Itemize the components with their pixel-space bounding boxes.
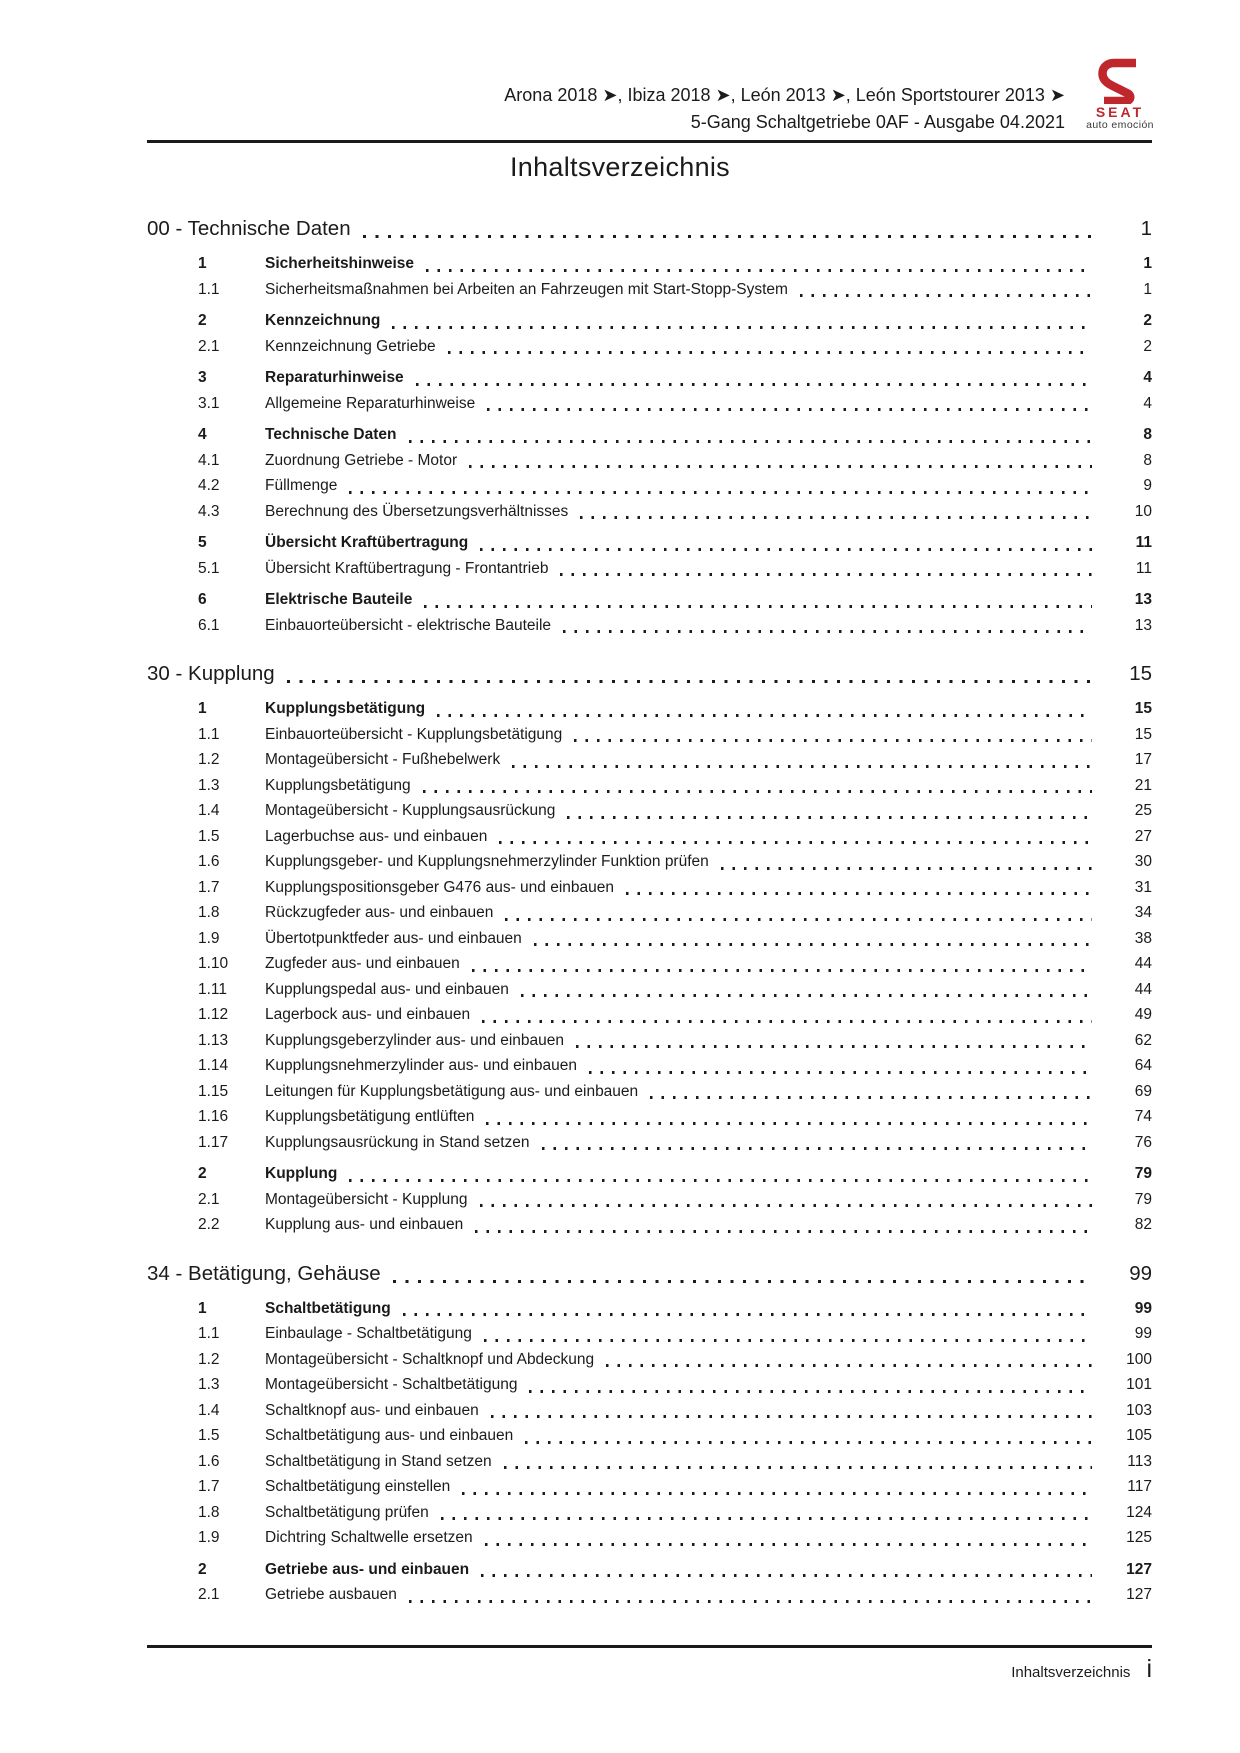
toc-entry-title: Getriebe ausbauen — [265, 1586, 397, 1603]
dot-leader — [650, 1096, 1092, 1099]
toc-entry-title: Reparaturhinweise — [265, 369, 404, 386]
dot-leader — [403, 1313, 1092, 1316]
toc-entry-page-number: 8 — [1143, 451, 1152, 469]
toc-entry-title: Montageübersicht - Schaltknopf und Abdeckung — [265, 1350, 595, 1368]
toc-chapter-heading[interactable] — [147, 213, 1152, 244]
toc-entry-page-number: 38 — [1134, 929, 1152, 947]
dot-leader — [485, 1543, 1092, 1546]
toc-entry-page-number: 15 — [1134, 725, 1152, 743]
dot-leader — [589, 1071, 1092, 1074]
toc-entry[interactable] — [147, 1212, 1152, 1238]
toc-entry-number: 1.5 — [198, 1427, 220, 1444]
toc-entry[interactable] — [147, 1104, 1152, 1130]
toc-entry-page-number: 21 — [1134, 776, 1152, 794]
toc-entry-title: Kupplung aus- und einbauen — [265, 1216, 464, 1233]
dot-leader — [800, 294, 1092, 297]
toc-entry-title: Elektrische Bauteile — [265, 591, 413, 608]
header-subtitle-line: 5-Gang Schaltgetriebe 0AF - Ausgabe 04.2021 — [690, 112, 1065, 132]
toc-entry-number: 1.2 — [198, 751, 220, 768]
toc-entry-page-number: 17 — [1134, 751, 1152, 768]
dot-leader — [499, 841, 1092, 844]
toc-entry-title: Übersicht Kraftübertragung — [265, 534, 469, 551]
toc-entry[interactable] — [147, 824, 1152, 850]
toc-entry[interactable] — [147, 391, 1152, 417]
toc-entry-page-number: 8 — [1143, 426, 1152, 443]
header-models-line: Arona 2018 ➤, Ibiza 2018 ➤, León 2013 ➤, León Sportstourer 2013 ➤ — [504, 85, 1065, 105]
toc-entry-title: Übersicht Kraftübertragung - Frontantrieb — [265, 559, 549, 577]
toc-entry-number: 4.2 — [198, 477, 220, 494]
toc-entry-title: Lagerbock aus- und einbauen — [265, 1006, 471, 1023]
toc-entry-number: 2.2 — [198, 1216, 220, 1233]
toc-entry-title: Kennzeichnung Getriebe — [265, 337, 436, 355]
toc-entry-number: 5 — [198, 534, 207, 551]
toc-entry-title: Montageübersicht - Kupplung — [265, 1190, 468, 1208]
toc-entry-title: Kupplungsnehmerzylinder aus- und einbauen — [265, 1057, 577, 1074]
toc-entry[interactable] — [147, 1002, 1152, 1028]
dot-leader — [416, 383, 1092, 386]
toc-entry[interactable] — [147, 251, 1152, 277]
toc-entry[interactable] — [147, 1398, 1152, 1424]
seat-emblem-icon — [1097, 56, 1143, 104]
toc-entry-title: Einbaulage - Schaltbetätigung — [265, 1325, 472, 1342]
dot-leader — [424, 605, 1092, 608]
dot-leader — [504, 1466, 1092, 1469]
toc-entry[interactable] — [147, 773, 1152, 799]
toc-entry[interactable] — [147, 365, 1152, 391]
toc-entry-title: Kupplungsgeber- und Kupplungsnehmerzylinder Funktion prüfen — [265, 853, 709, 870]
dot-leader — [512, 765, 1092, 768]
page-footer — [1011, 1652, 1152, 1690]
toc-chapter-label: 00 - Technische Daten — [147, 217, 351, 240]
toc-entry-page-number: 9 — [1143, 477, 1152, 494]
toc-entry-title: Schaltbetätigung einstellen — [265, 1478, 451, 1495]
toc-entry[interactable] — [147, 849, 1152, 875]
toc-entry-title: Schaltbetätigung aus- und einbauen — [265, 1427, 514, 1444]
toc-entry-number: 2.1 — [198, 337, 220, 355]
toc-entry-page-number: 27 — [1134, 827, 1152, 845]
toc-entry[interactable] — [147, 951, 1152, 977]
toc-entry-number: 1.17 — [198, 1133, 229, 1151]
toc-entry-number: 2 — [198, 312, 207, 329]
toc-entry-page-number: 99 — [1134, 1325, 1152, 1342]
toc-entry-page-number: 64 — [1134, 1057, 1152, 1074]
dot-leader — [409, 1600, 1092, 1603]
dot-leader — [487, 408, 1092, 411]
dot-leader — [491, 1415, 1092, 1418]
toc-entry-title: Kupplungspedal aus- und einbauen — [265, 980, 509, 998]
toc-entry-page-number: 82 — [1134, 1216, 1152, 1233]
toc-entry-page-number: 2 — [1143, 337, 1152, 355]
toc-entry-number: 1.11 — [198, 980, 228, 998]
toc-entry-page-number: 113 — [1127, 1452, 1152, 1470]
toc-entry-number: 1.10 — [198, 955, 229, 972]
toc-entry[interactable] — [147, 334, 1152, 360]
toc-entry[interactable] — [147, 530, 1152, 556]
toc-entry-number: 2.1 — [198, 1190, 220, 1208]
toc-entry-title: Kupplungsgeberzylinder aus- und einbauen — [265, 1031, 565, 1049]
toc-entry-page-number: 69 — [1134, 1082, 1152, 1100]
toc-entry-page-number: 11 — [1135, 559, 1152, 577]
dot-leader — [472, 969, 1092, 972]
toc-entry-number: 3.1 — [198, 394, 220, 412]
toc-entry-title: Übertotpunktfeder aus- und einbauen — [265, 929, 522, 947]
dot-leader — [441, 1517, 1092, 1520]
toc-entry-number: 1.6 — [198, 1452, 220, 1470]
dot-leader — [480, 548, 1092, 551]
toc-entry-page-number: 74 — [1134, 1108, 1152, 1125]
toc-entry-number: 2.1 — [198, 1586, 220, 1603]
toc-entry-number: 1.3 — [198, 1376, 220, 1393]
toc-entry-page-number: 4 — [1143, 369, 1152, 386]
toc-entry[interactable] — [147, 1372, 1152, 1398]
toc-entry-number: 1.4 — [198, 1401, 220, 1419]
toc-entry[interactable] — [147, 556, 1152, 582]
dot-leader — [563, 630, 1092, 633]
toc-entry-title: Kennzeichnung — [265, 312, 381, 329]
toc-entry-title: Füllmenge — [265, 477, 338, 494]
dot-leader — [475, 1230, 1092, 1233]
dot-leader — [349, 1179, 1092, 1182]
toc-entry[interactable] — [147, 1053, 1152, 1079]
seat-brand-word: SEAT — [1095, 104, 1145, 120]
toc-entry-page-number: 30 — [1134, 853, 1152, 870]
toc-entry[interactable] — [147, 448, 1152, 474]
toc-entry-page-number: 44 — [1134, 955, 1152, 972]
toc-entry-number: 1 — [198, 1299, 207, 1317]
dot-leader — [409, 440, 1092, 443]
toc-entry-number: 4.1 — [198, 451, 220, 469]
toc-entry-title: Sicherheitshinweise — [265, 255, 415, 272]
toc-entry-number: 2 — [198, 1165, 207, 1182]
toc-entry-number: 1.8 — [198, 904, 220, 921]
toc-entry-number: 5.1 — [198, 559, 220, 577]
toc-entry-title: Berechnung des Übersetzungsverhältnisses — [265, 502, 569, 520]
toc-entry-number: 1.1 — [198, 1325, 220, 1342]
toc-entry-title: Schaltbetätigung prüfen — [265, 1503, 429, 1521]
toc-entry-title: Montageübersicht - Schaltbetätigung — [265, 1376, 518, 1393]
toc-chapter-page-number: 99 — [1129, 1261, 1152, 1285]
toc-entry-number: 1.16 — [198, 1108, 229, 1125]
toc-entry-number: 1.1 — [198, 280, 220, 298]
toc-entry-title: Schaltknopf aus- und einbauen — [265, 1401, 479, 1419]
toc-entry-number: 1.15 — [198, 1082, 229, 1100]
toc-entry[interactable] — [147, 1028, 1152, 1054]
dot-leader — [363, 235, 1092, 238]
toc-entry-number: 1.12 — [198, 1006, 229, 1023]
toc-chapter-page-number: 15 — [1129, 662, 1152, 685]
toc-entry-number: 6 — [198, 591, 207, 608]
toc-entry-page-number: 100 — [1126, 1350, 1152, 1368]
toc-entry[interactable] — [147, 900, 1152, 926]
toc-entry-number: 1.3 — [198, 776, 220, 794]
toc-entry[interactable] — [147, 422, 1152, 448]
toc-entry-page-number: 101 — [1126, 1376, 1152, 1393]
toc-entry-page-number: 10 — [1134, 502, 1152, 520]
toc-entry-page-number: 13 — [1134, 616, 1152, 634]
toc-entry-number: 1.7 — [198, 1478, 220, 1495]
dot-leader — [606, 1364, 1092, 1367]
toc-entry[interactable] — [147, 1161, 1152, 1187]
toc-entry-page-number: 1 — [1143, 255, 1152, 272]
toc-chapter-label: 34 - Betätigung, Gehäuse — [147, 1261, 381, 1285]
toc-entry-page-number: 79 — [1134, 1165, 1152, 1182]
toc-entry[interactable] — [147, 1321, 1152, 1347]
dot-leader — [486, 1122, 1092, 1125]
dot-leader — [542, 1147, 1092, 1150]
toc-entry[interactable] — [147, 926, 1152, 952]
dot-leader — [534, 943, 1092, 946]
dot-leader — [505, 918, 1092, 921]
footer-label: Inhaltsverzeichnis — [1011, 1664, 1131, 1681]
toc-entry-title: Allgemeine Reparaturhinweise — [265, 394, 476, 412]
toc-entry-number: 6.1 — [198, 616, 220, 634]
toc-entry[interactable] — [147, 499, 1152, 525]
toc-chapter-label: 30 - Kupplung — [147, 662, 275, 685]
toc-entry-title: Kupplungsbetätigung entlüften — [265, 1108, 475, 1125]
toc-entry-number: 1.1 — [198, 725, 220, 743]
toc-entry-number: 4 — [198, 426, 207, 443]
dot-leader — [462, 1492, 1092, 1495]
toc-entry-number: 1 — [198, 700, 207, 717]
toc-entry[interactable] — [147, 1525, 1152, 1551]
toc-entry-title: Einbauorteübersicht - Kupplungsbetätigung — [265, 725, 563, 743]
toc-entry-page-number: 1 — [1143, 280, 1152, 298]
toc-entry-page-number: 125 — [1126, 1529, 1152, 1546]
toc-entry[interactable] — [147, 696, 1152, 722]
toc-entry-title: Kupplungsausrückung in Stand setzen — [265, 1133, 530, 1151]
toc-entry-title: Lagerbuchse aus- und einbauen — [265, 827, 488, 845]
dot-leader — [349, 491, 1092, 494]
dot-leader — [481, 1574, 1092, 1577]
dot-leader — [525, 1441, 1092, 1444]
toc-entry-title: Montageübersicht - Kupplungsausrückung — [265, 802, 556, 819]
toc-entry-page-number: 127 — [1126, 1586, 1152, 1603]
toc-entry[interactable] — [147, 977, 1152, 1003]
dot-leader — [529, 1390, 1092, 1393]
toc-entry-page-number: 103 — [1126, 1401, 1152, 1419]
toc-entry-title: Getriebe aus- und einbauen — [265, 1560, 470, 1578]
dot-leader — [576, 1045, 1092, 1048]
toc-entry[interactable] — [147, 1474, 1152, 1500]
toc-entry-number: 1.5 — [198, 827, 220, 845]
toc-entry-page-number: 13 — [1134, 591, 1152, 608]
dot-leader — [482, 1020, 1092, 1023]
toc-entry[interactable] — [147, 1449, 1152, 1475]
toc-entry-number: 1.9 — [198, 1529, 220, 1546]
toc-entry-page-number: 124 — [1126, 1503, 1152, 1521]
toc-entry-title: Kupplungspositionsgeber G476 aus- und einbauen — [265, 878, 615, 896]
seat-tagline: auto emoción — [1086, 119, 1154, 131]
toc-entry[interactable] — [147, 1500, 1152, 1526]
toc-entry-page-number: 76 — [1134, 1133, 1152, 1151]
toc-entry[interactable] — [147, 1296, 1152, 1322]
toc-entry[interactable] — [147, 613, 1152, 639]
toc-entry-number: 1.7 — [198, 878, 220, 896]
toc-entry[interactable] — [147, 587, 1152, 613]
toc-chapter-page-number: 1 — [1140, 217, 1152, 240]
toc-entry[interactable] — [147, 875, 1152, 901]
toc-entry-title: Schaltbetätigung in Stand setzen — [265, 1452, 492, 1470]
dot-leader — [480, 1204, 1093, 1207]
toc-entry[interactable] — [147, 1557, 1152, 1583]
toc-entry-number: 1.6 — [198, 853, 220, 870]
toc-entry-title: Sicherheitsmaßnahmen bei Arbeiten an Fahrzeugen mit Start-Stopp-System — [265, 280, 788, 298]
toc-entry-number: 1.4 — [198, 802, 220, 819]
toc-entry-title: Kupplungsbetätigung — [265, 700, 426, 717]
dot-leader — [393, 1280, 1092, 1283]
toc-entry-page-number: 11 — [1135, 534, 1152, 551]
toc-entry[interactable] — [147, 308, 1152, 334]
dot-leader — [287, 680, 1092, 683]
dot-leader — [448, 351, 1092, 354]
toc-entry-title: Zuordnung Getriebe - Motor — [265, 451, 458, 469]
toc-entry-title: Zugfeder aus- und einbauen — [265, 955, 460, 972]
toc-entry-title: Einbauorteübersicht - elektrische Bauteile — [265, 616, 552, 634]
page-title: Inhaltsverzeichnis — [509, 152, 730, 182]
toc-entry[interactable] — [147, 473, 1152, 499]
toc-entry-page-number: 79 — [1134, 1190, 1152, 1208]
toc-entry-number: 2 — [198, 1560, 207, 1578]
toc-chapter-heading[interactable] — [147, 1258, 1152, 1289]
toc-entry[interactable] — [147, 1347, 1152, 1373]
header-rule — [147, 140, 1152, 143]
dot-leader — [567, 816, 1092, 819]
toc-entry-page-number: 117 — [1127, 1478, 1152, 1495]
toc-entry-number: 1 — [198, 255, 207, 272]
footer-rule — [147, 1645, 1152, 1648]
toc-entry-page-number: 44 — [1134, 980, 1152, 998]
toc-entry-page-number: 4 — [1143, 394, 1152, 412]
toc-entry-page-number: 105 — [1126, 1427, 1152, 1444]
toc-entry-page-number: 99 — [1134, 1299, 1152, 1317]
dot-leader — [560, 573, 1092, 576]
toc-entry-page-number: 31 — [1134, 878, 1152, 896]
toc-entry-title: Kupplungsbetätigung — [265, 776, 411, 794]
dot-leader — [521, 994, 1092, 997]
dot-leader — [392, 326, 1092, 329]
toc-entry-title: Montageübersicht - Fußhebelwerk — [265, 751, 501, 768]
toc-entry[interactable] — [147, 798, 1152, 824]
dot-leader — [423, 790, 1092, 793]
toc-entry[interactable] — [147, 1130, 1152, 1156]
table-of-contents — [147, 213, 1152, 1608]
toc-entry[interactable] — [147, 747, 1152, 773]
dot-leader — [469, 465, 1092, 468]
dot-leader — [484, 1339, 1092, 1342]
toc-entry-page-number: 62 — [1134, 1031, 1152, 1049]
toc-entry[interactable] — [147, 722, 1152, 748]
toc-entry-title: Schaltbetätigung — [265, 1299, 391, 1317]
toc-entry[interactable] — [147, 1582, 1152, 1608]
toc-entry-page-number: 49 — [1134, 1006, 1152, 1023]
toc-entry-title: Technische Daten — [265, 426, 397, 443]
toc-entry-page-number: 15 — [1134, 700, 1152, 717]
toc-entry-title: Rückzugfeder aus- und einbauen — [265, 904, 494, 921]
seat-logo — [1078, 56, 1162, 131]
toc-entry[interactable] — [147, 277, 1152, 303]
toc-entry[interactable] — [147, 1423, 1152, 1449]
toc-entry-number: 1.2 — [198, 1350, 220, 1368]
toc-entry-page-number: 2 — [1143, 312, 1152, 329]
dot-leader — [626, 892, 1092, 895]
toc-entry-title: Dichtring Schaltwelle ersetzen — [265, 1529, 473, 1546]
toc-chapter-heading[interactable] — [147, 658, 1152, 689]
toc-entry[interactable] — [147, 1079, 1152, 1105]
toc-entry-number: 1.9 — [198, 929, 220, 947]
dot-leader — [426, 269, 1092, 272]
toc-entry-number: 4.3 — [198, 502, 220, 520]
toc-entry-number: 3 — [198, 369, 207, 386]
dot-leader — [721, 867, 1092, 870]
footer-page-number: i — [1146, 1655, 1152, 1683]
toc-entry[interactable] — [147, 1187, 1152, 1213]
toc-entry-page-number: 34 — [1134, 904, 1152, 921]
toc-entry-number: 1.8 — [198, 1503, 220, 1521]
toc-entry-title: Leitungen für Kupplungsbetätigung aus- und einbauen — [265, 1082, 639, 1100]
toc-entry-page-number: 127 — [1126, 1560, 1152, 1578]
toc-entry-number: 1.14 — [198, 1057, 229, 1074]
dot-leader — [580, 516, 1092, 519]
dot-leader — [437, 714, 1092, 717]
page-header — [504, 82, 1065, 136]
toc-entry-page-number: 25 — [1134, 802, 1152, 819]
dot-leader — [574, 739, 1092, 742]
toc-entry-number: 1.13 — [198, 1031, 229, 1049]
toc-entry-title: Kupplung — [265, 1165, 338, 1182]
